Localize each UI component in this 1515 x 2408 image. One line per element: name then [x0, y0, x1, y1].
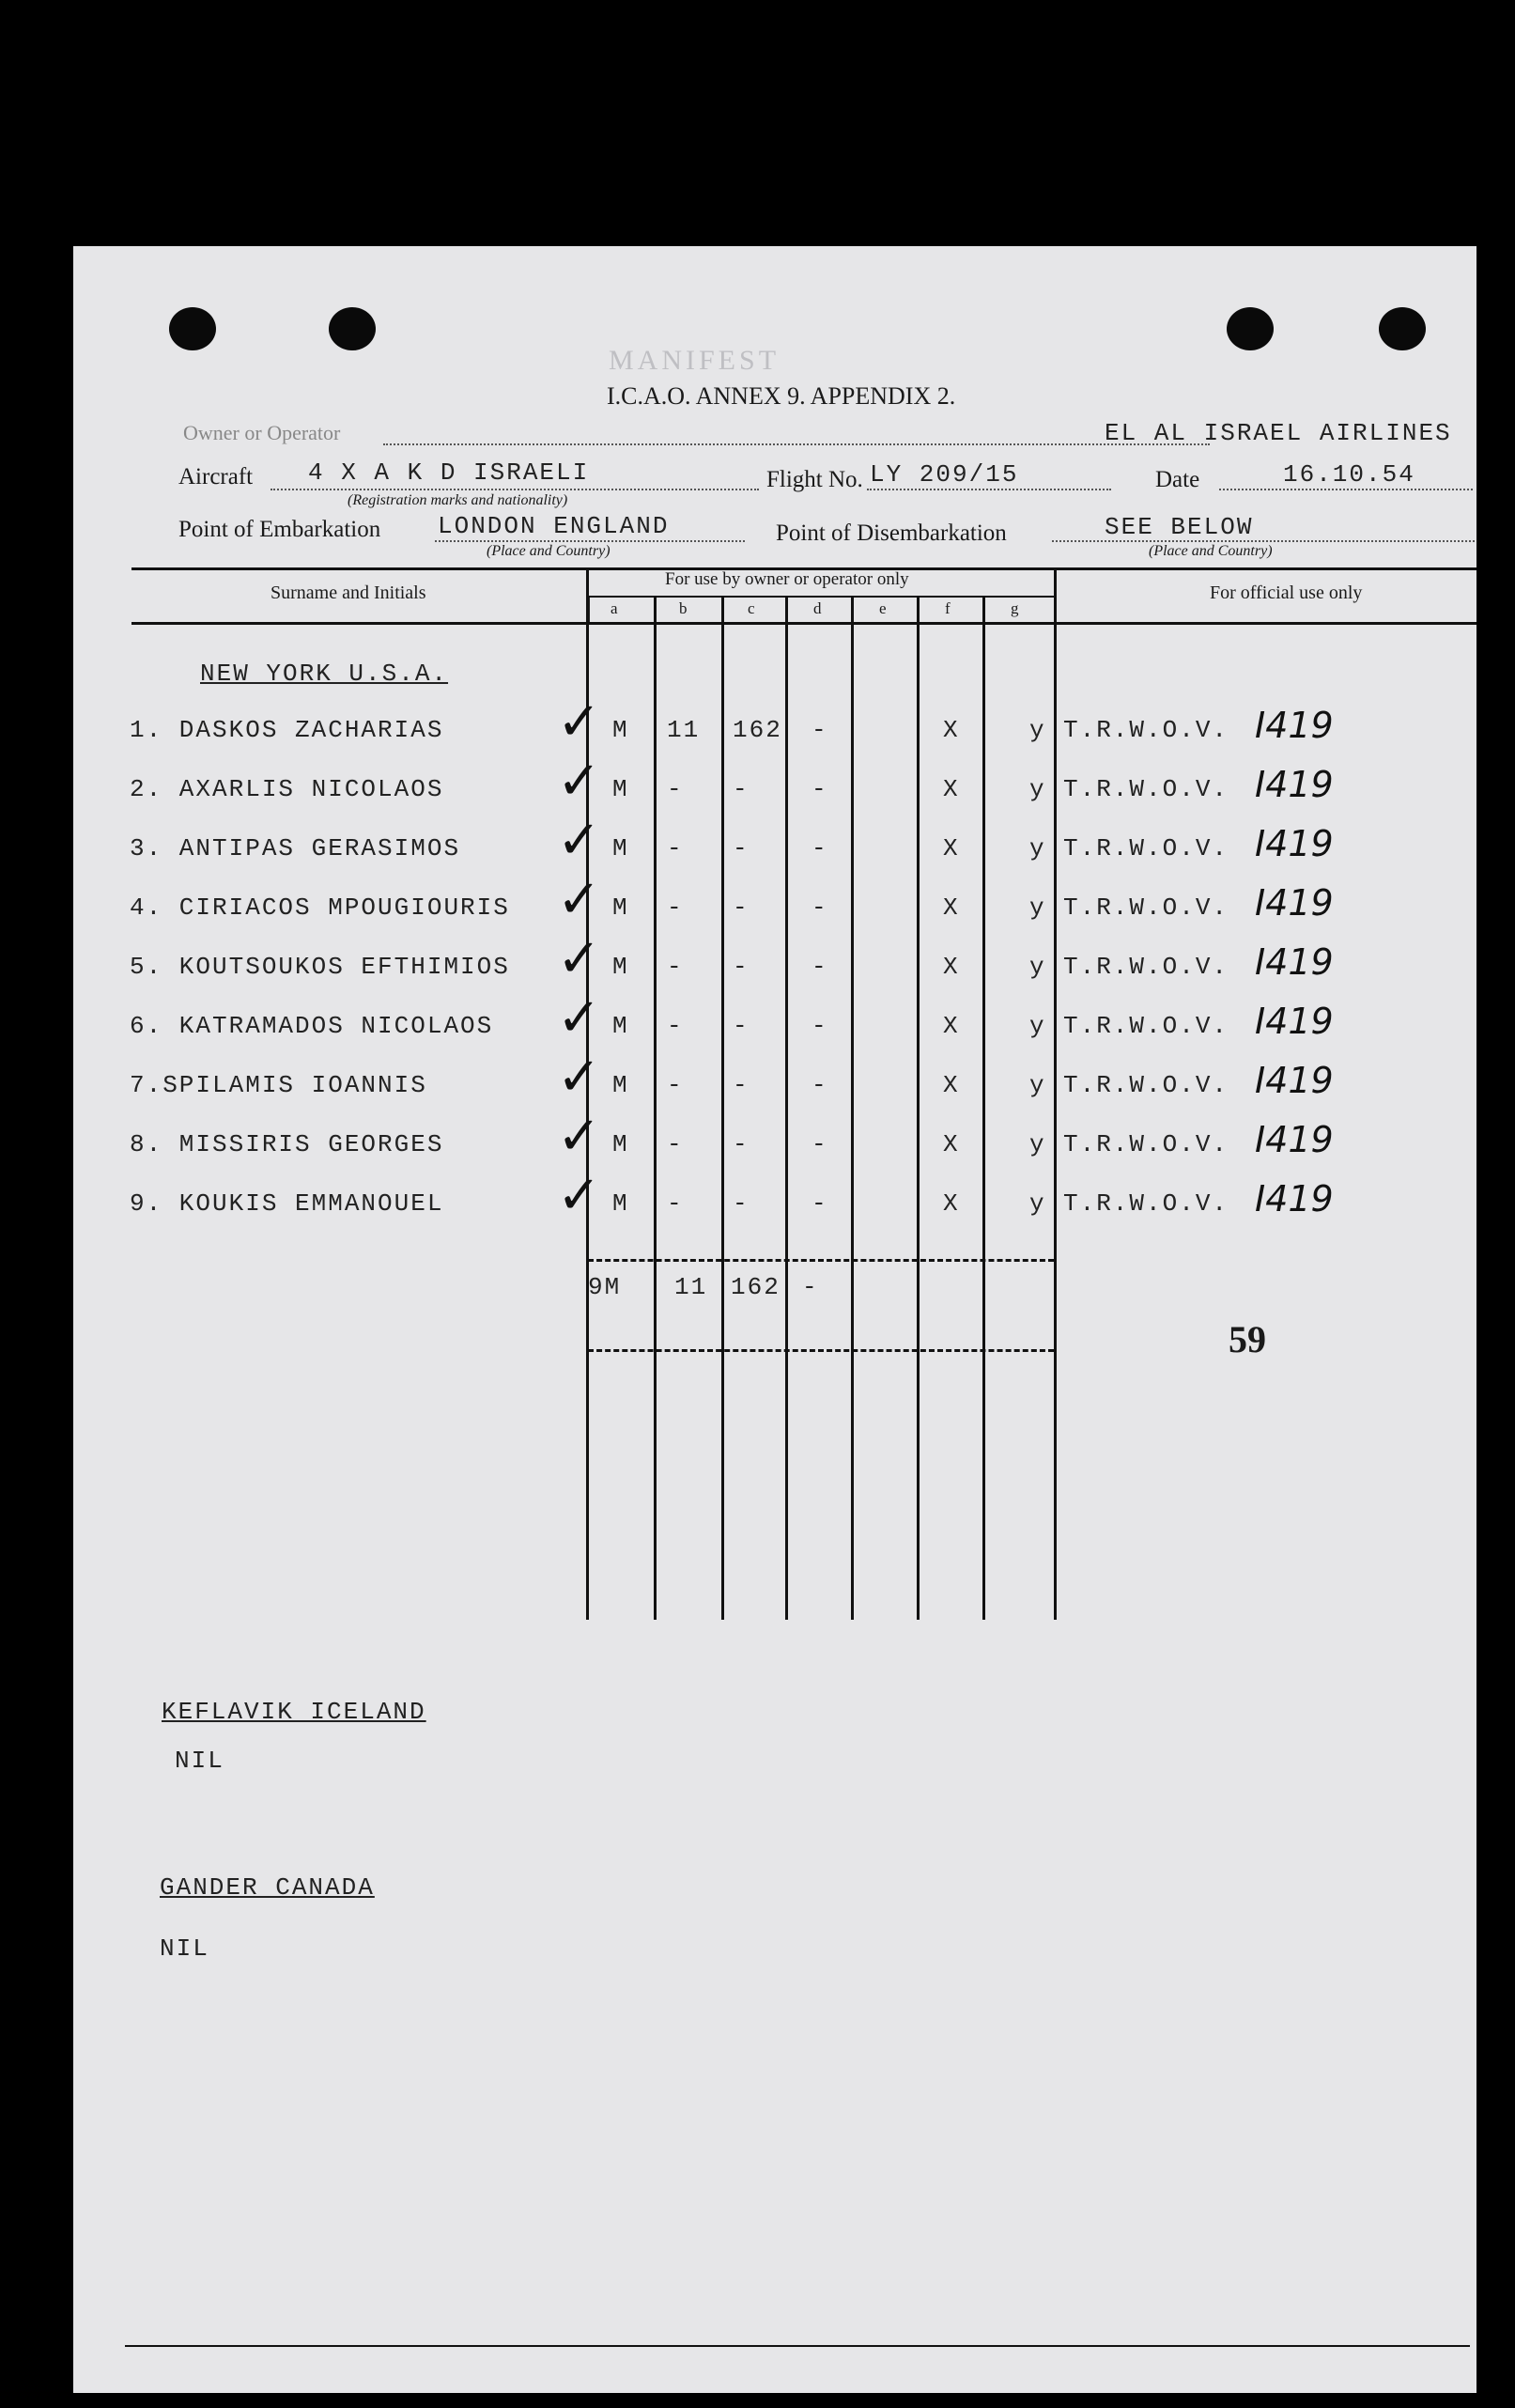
- cell-f: X: [943, 1130, 960, 1158]
- col-rule: [851, 596, 854, 1620]
- col-rule: [982, 596, 985, 1620]
- cell-b: -: [667, 775, 684, 803]
- cell-official: T.R.W.O.V.: [1063, 775, 1229, 803]
- cell-f: X: [943, 893, 960, 922]
- handwritten-code: I419: [1255, 705, 1334, 746]
- total-d: -: [802, 1273, 819, 1301]
- stop-place: GANDER CANADA: [160, 1873, 375, 1902]
- check-mark-icon: ✓: [557, 1106, 601, 1167]
- cell-g: y: [1029, 893, 1046, 922]
- cell-name: 8. MISSIRIS GEORGES: [130, 1130, 444, 1158]
- cell-b: 11: [667, 716, 701, 744]
- cell-b: -: [667, 1012, 684, 1040]
- total-b: 11: [674, 1273, 708, 1301]
- check-mark-icon: ✓: [557, 751, 601, 812]
- punch-hole: [1379, 307, 1426, 350]
- cell-f: X: [943, 1189, 960, 1218]
- cell-c: -: [733, 1189, 750, 1218]
- cell-official: T.R.W.O.V.: [1063, 953, 1229, 981]
- destination-heading: NEW YORK U.S.A.: [200, 660, 449, 688]
- form-title: I.C.A.O. ANNEX 9. APPENDIX 2.: [607, 382, 956, 410]
- handwritten-code: I419: [1255, 941, 1334, 983]
- cell-official: T.R.W.O.V.: [1063, 834, 1229, 862]
- cell-a: M: [612, 1012, 629, 1040]
- cell-a: M: [612, 1130, 629, 1158]
- cell-c: -: [733, 953, 750, 981]
- embark-note: (Place and Country): [487, 543, 611, 559]
- cell-b: -: [667, 893, 684, 922]
- cell-g: y: [1029, 834, 1046, 862]
- totals-bottom-rule: [588, 1349, 1054, 1352]
- cell-a: M: [612, 1071, 629, 1099]
- cell-f: X: [943, 953, 960, 981]
- cell-official: T.R.W.O.V.: [1063, 1071, 1229, 1099]
- sub-col-g: g: [1011, 599, 1019, 617]
- embark-value: LONDON ENGLAND: [438, 512, 670, 540]
- cell-f: X: [943, 1012, 960, 1040]
- col-official: For official use only: [1210, 583, 1363, 603]
- cell-c: -: [733, 834, 750, 862]
- cell-g: y: [1029, 1071, 1046, 1099]
- check-mark-icon: ✓: [557, 691, 601, 753]
- cell-d: -: [812, 1012, 828, 1040]
- sub-col-a: a: [611, 599, 618, 617]
- check-mark-icon: ✓: [557, 1047, 601, 1108]
- cell-f: X: [943, 716, 960, 744]
- cell-c: -: [733, 1130, 750, 1158]
- embark-label: Point of Embarkation: [178, 517, 381, 542]
- cell-name: 5. KOUTSOUKOS EFTHIMIOS: [130, 953, 510, 981]
- cell-official: T.R.W.O.V.: [1063, 716, 1229, 744]
- cell-d: -: [812, 716, 828, 744]
- date-value: 16.10.54: [1283, 460, 1415, 489]
- cell-g: y: [1029, 1012, 1046, 1040]
- check-mark-icon: ✓: [557, 810, 601, 871]
- col-surname: Surname and Initials: [271, 583, 426, 603]
- cell-name: 6. KATRAMADOS NICOLAOS: [130, 1012, 494, 1040]
- cell-c: -: [733, 775, 750, 803]
- cell-c: 162: [733, 716, 782, 744]
- check-mark-icon: ✓: [557, 1165, 601, 1226]
- cell-name: 2. AXARLIS NICOLAOS: [130, 775, 444, 803]
- cell-d: -: [812, 775, 828, 803]
- handwritten-code: I419: [1255, 1001, 1334, 1042]
- cell-d: -: [812, 1189, 828, 1218]
- cell-name: 9. KOUKIS EMMANOUEL: [130, 1189, 444, 1218]
- cell-c: -: [733, 1012, 750, 1040]
- sub-col-f: f: [945, 599, 951, 617]
- stop-value: NIL: [175, 1747, 224, 1775]
- cell-d: -: [812, 1130, 828, 1158]
- sub-col-c: c: [748, 599, 755, 617]
- cell-a: M: [612, 716, 629, 744]
- cell-b: -: [667, 953, 684, 981]
- bottom-rule: [125, 2345, 1470, 2347]
- totals-rule: [588, 1259, 1054, 1262]
- cell-name: 7.SPILAMIS IOANNIS: [130, 1071, 427, 1099]
- stop-place: KEFLAVIK ICELAND: [162, 1698, 426, 1726]
- cell-c: -: [733, 1071, 750, 1099]
- total-a: 9M: [588, 1273, 622, 1301]
- cell-name: 1. DASKOS ZACHARIAS: [130, 716, 444, 744]
- punch-hole: [169, 307, 216, 350]
- cell-a: M: [612, 1189, 629, 1218]
- cell-official: T.R.W.O.V.: [1063, 893, 1229, 922]
- cell-g: y: [1029, 775, 1046, 803]
- cell-d: -: [812, 834, 828, 862]
- cell-g: y: [1029, 953, 1046, 981]
- sub-col-e: e: [879, 599, 887, 617]
- cell-name: 4. CIRIACOS MPOUGIOURIS: [130, 893, 510, 922]
- cell-b: -: [667, 834, 684, 862]
- cell-g: y: [1029, 1130, 1046, 1158]
- cell-f: X: [943, 775, 960, 803]
- cell-a: M: [612, 893, 629, 922]
- disembark-value: SEE BELOW: [1105, 513, 1254, 541]
- punch-hole: [329, 307, 376, 350]
- handwritten-code: I419: [1255, 823, 1334, 864]
- flight-value: LY 209/15: [870, 460, 1019, 489]
- total-c: 162: [731, 1273, 781, 1301]
- aircraft-note: (Registration marks and nationality): [348, 492, 568, 508]
- handwritten-code: I419: [1255, 1060, 1334, 1101]
- cell-f: X: [943, 1071, 960, 1099]
- cell-g: y: [1029, 716, 1046, 744]
- table-header-rule: [131, 622, 1476, 625]
- cell-name: 3. ANTIPAS GERASIMOS: [130, 834, 461, 862]
- col-rule: [721, 596, 724, 1620]
- disembark-note: (Place and Country): [1149, 543, 1273, 559]
- aircraft-label: Aircraft: [178, 464, 254, 489]
- sub-col-b: b: [679, 599, 688, 617]
- stop-value: NIL: [160, 1934, 209, 1963]
- col-owner-group: For use by owner or operator only: [665, 569, 909, 589]
- check-mark-icon: ✓: [557, 869, 601, 930]
- date-label: Date: [1155, 467, 1200, 492]
- handwritten-code: I419: [1255, 1178, 1334, 1220]
- cell-b: -: [667, 1130, 684, 1158]
- owner-label: Owner or Operator: [183, 421, 341, 444]
- cell-a: M: [612, 953, 629, 981]
- handwritten-code: I419: [1255, 764, 1334, 805]
- col-rule: [785, 596, 788, 1620]
- cell-d: -: [812, 953, 828, 981]
- cell-official: T.R.W.O.V.: [1063, 1130, 1229, 1158]
- cell-d: -: [812, 1071, 828, 1099]
- cell-b: -: [667, 1071, 684, 1099]
- check-mark-icon: ✓: [557, 928, 601, 989]
- handwritten-code: I419: [1255, 1119, 1334, 1160]
- col-rule: [917, 596, 920, 1620]
- col-rule: [654, 596, 657, 1620]
- disembark-label: Point of Disembarkation: [776, 520, 1007, 546]
- cell-official: T.R.W.O.V.: [1063, 1012, 1229, 1040]
- sub-col-d: d: [813, 599, 822, 617]
- page-number: 59: [1229, 1318, 1266, 1360]
- cell-g: y: [1029, 1189, 1046, 1218]
- handwritten-code: I419: [1255, 882, 1334, 924]
- col-rule: [1054, 567, 1057, 1620]
- punch-hole: [1227, 307, 1274, 350]
- cell-d: -: [812, 893, 828, 922]
- flight-label: Flight No.: [766, 467, 863, 492]
- manifest-page: [73, 246, 1476, 2393]
- cell-a: M: [612, 834, 629, 862]
- faded-title: MANIFEST: [609, 345, 781, 376]
- cell-c: -: [733, 893, 750, 922]
- owner-value: EL AL ISRAEL AIRLINES: [1105, 419, 1452, 447]
- cell-a: M: [612, 775, 629, 803]
- check-mark-icon: ✓: [557, 987, 601, 1049]
- cell-f: X: [943, 834, 960, 862]
- cell-official: T.R.W.O.V.: [1063, 1189, 1229, 1218]
- cell-b: -: [667, 1189, 684, 1218]
- aircraft-value: 4 X A K D ISRAELI: [308, 458, 590, 487]
